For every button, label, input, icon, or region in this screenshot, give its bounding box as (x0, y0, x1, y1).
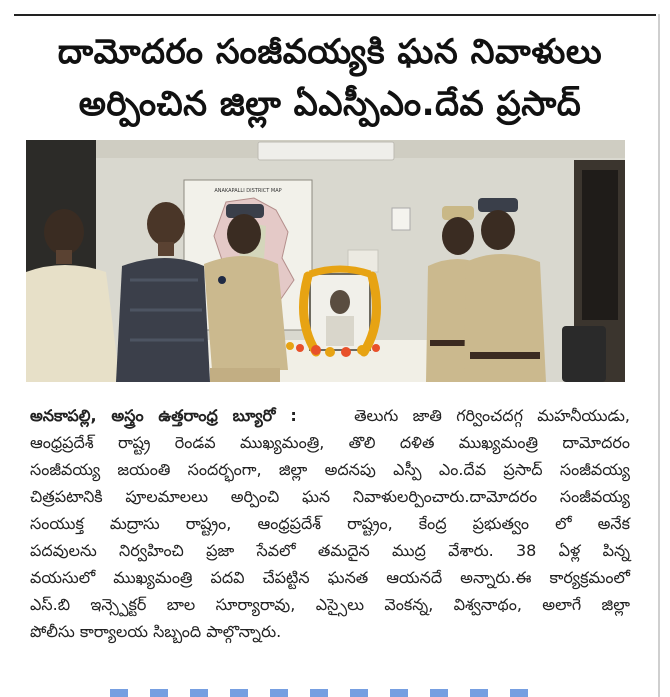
dateline: అనకాపల్లి, అస్త్రం ఉత్తరాంధ్ర బ్యూరో : (30, 406, 297, 425)
body-line-1 (30, 402, 630, 429)
next-article-fragment (110, 689, 550, 697)
article-body (30, 402, 630, 645)
body-line-7: వయసులో ముఖ్యమంత్రి పదవి చేపట్టిన ఘనత ఆయనదే అన్నారు.ఈ కార్యక్రమంలో (30, 568, 630, 587)
headline-line-1: దామోదరం సంజీవయ్యకి ఘన నివాళులు (57, 32, 603, 72)
headline (20, 26, 640, 130)
headline-line-2: అర్పించిన జిల్లా ఏఎస్పీఎం.దేవ ప్రసాద్ (78, 84, 582, 124)
switch-board (392, 208, 410, 230)
chair (562, 326, 606, 382)
column-divider (658, 14, 660, 697)
map-caption: ANAKAPALLI DISTRICT MAP (214, 188, 282, 194)
news-photo (26, 140, 625, 382)
body-line-6: పదవులను నిర్వహించి ప్రజా సేవలో తమదైన ముద్ర వేశారు. 38 ఏళ్ల పిన్న (30, 541, 630, 560)
tribute-scene (26, 140, 625, 382)
body-line-8: ఎస్.బి ఇన్స్పెక్టర్ బాల సూర్యారావు, ఎస్సైలు వెంకన్న, విశ్వనాథం, అలాగే జిల్లా (30, 595, 630, 614)
body-line-5: సంయుక్త మద్రాసు రాష్ట్రం, ఆంధ్రప్రదేశ్ రాష్ట్రం, కేంద్ర ప్రభుత్వం లో అనేక (30, 514, 630, 533)
body-line-9: పోలీసు కార్యాలయ సిబ్బంది పాల్గొన్నారు. (30, 622, 282, 641)
top-rule (14, 14, 656, 16)
body-line-3: సంజీవయ్య జయంతి సందర్భంగా, జిల్లా అదనపు ఎస్పీ ఎం.దేవ ప్రసాద్ సంజీవయ్య (30, 460, 630, 479)
air-conditioner (258, 142, 394, 160)
body-line-4: చిత్రపటానికి పూలమాలలు అర్పించి ఘన నివాళులర్పించారు.దామోదరం సంజీవయ్య (30, 487, 630, 506)
body-line-2: ఆంధ్రప్రదేశ్ రాష్ట్ర రెండవ ముఖ్యమంత్రి, తొలి దళిత ముఖ్యమంత్రి దామోదరం (30, 433, 630, 452)
body-text-1: తెలుగు జాతి గర్వించదగ్గ మహనీయుడు, (354, 406, 631, 425)
